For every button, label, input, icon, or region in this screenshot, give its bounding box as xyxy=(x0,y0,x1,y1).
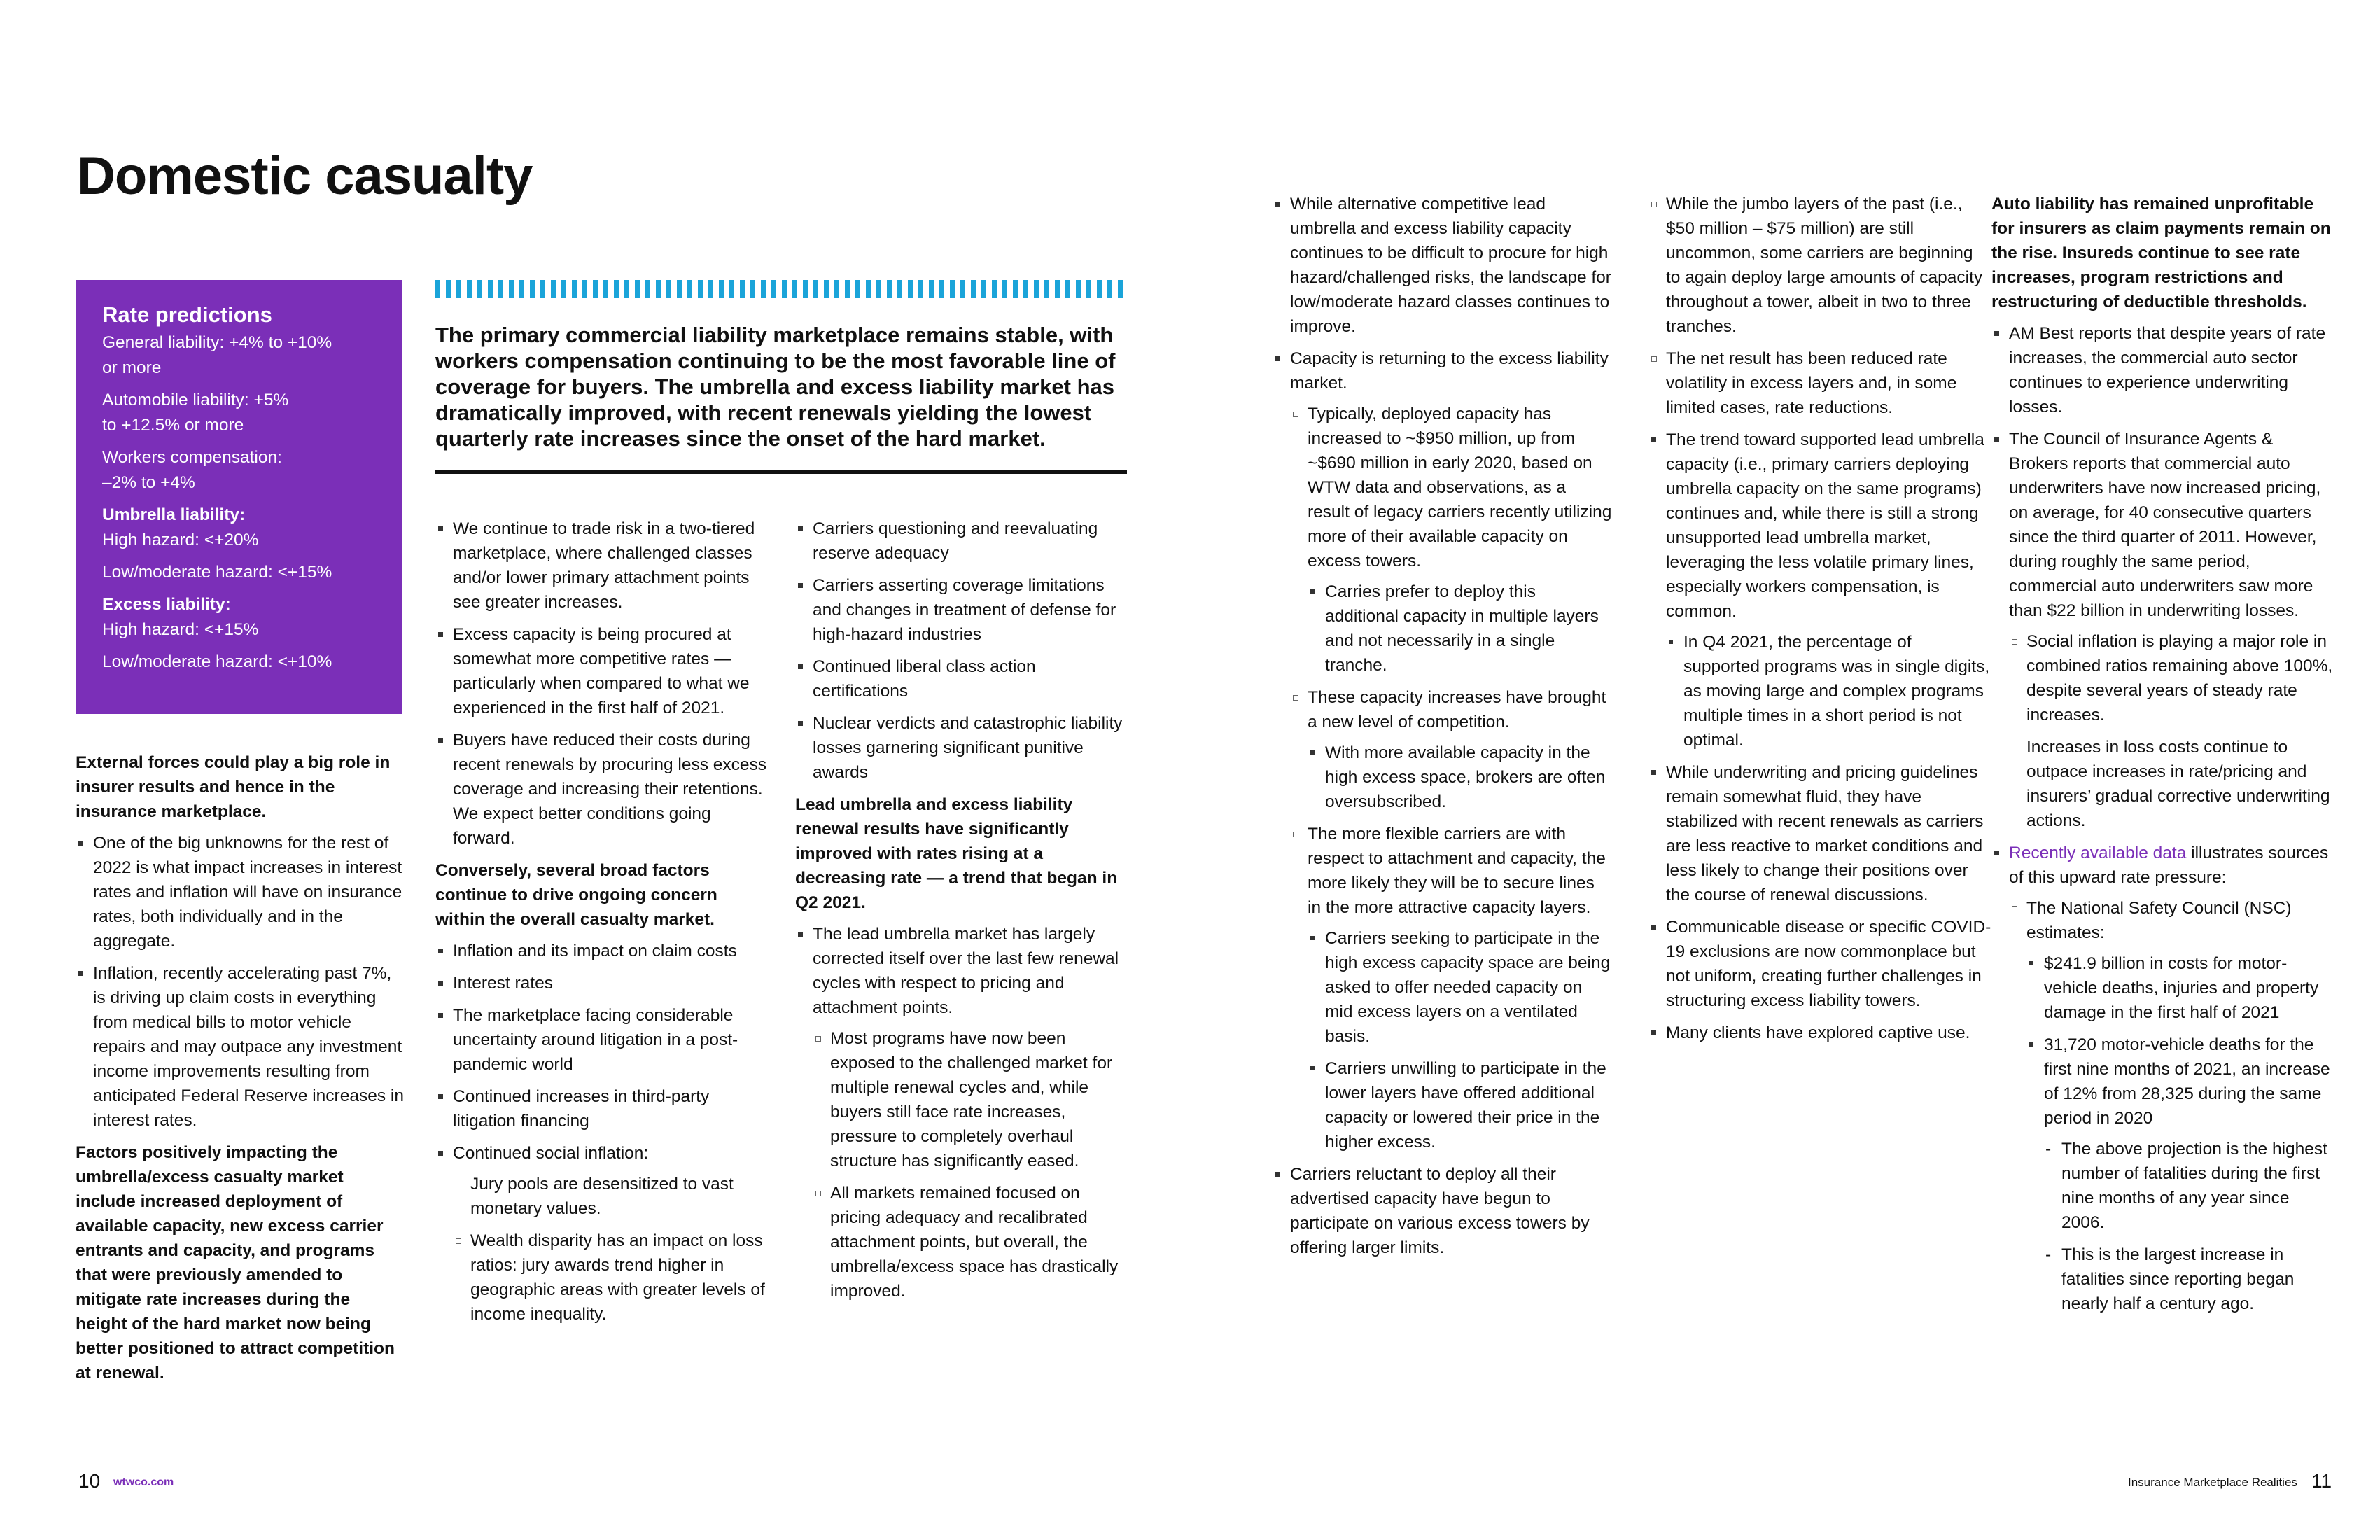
umbrella-rates xyxy=(102,503,376,553)
rate-item-value: –2% to +4% xyxy=(102,473,195,492)
site-link[interactable]: wtwco.com xyxy=(113,1476,174,1488)
sub-list xyxy=(1666,630,1991,752)
left-page-number: 10 xyxy=(78,1470,101,1492)
sub-list xyxy=(1648,192,1991,420)
umbrella-title: Umbrella liability: xyxy=(102,505,246,524)
sub-sub-item-text: 31,720 motor-vehicle deaths for the first nine months of 2021, an increase of 12% from 28,325 during the same period in 2020 xyxy=(2044,1035,2330,1128)
excess-low: Low/moderate hazard: <+10% xyxy=(102,652,332,671)
sub-item-text: The more flexible carriers are with respect to attachment and capacity, the more likely they will be to secure lines in the more attractive capacity layers. xyxy=(1308,825,1606,917)
bullet-list xyxy=(1273,192,1612,1260)
list-item: While underwriting and pricing guidelines remain somewhat fluid, they have stabilized with recent renewals as carriers are less reactive to market conditions and less likely to change their positions over the course of renewal discussions. xyxy=(1648,760,1991,907)
bullet-list xyxy=(795,517,1131,785)
list-item: Continued liberal class action certifications xyxy=(795,654,1131,704)
dash-list xyxy=(2044,1137,2334,1316)
list-item xyxy=(1991,427,2334,833)
section-heading: Auto liability has remained unprofitable for insurers as claim payments remain on the rise. Insureds continue to see rate increases, program restrictions and restructuring of deductible thresholds. xyxy=(1991,195,2331,312)
excess-title: Excess liability: xyxy=(102,595,231,614)
list-item xyxy=(1648,428,1991,752)
column-3 xyxy=(795,517,1131,1311)
sub-sub-item: $241.9 billion in costs for motor-vehicle deaths, injuries and property damage in the first half of 2021 xyxy=(2026,951,2334,1025)
sub-item: Most programs have now been exposed to the challenged market for multiple renewal cycles and, while buyers still face rate increases, pressure to completely overhaul structure has significantly eased. xyxy=(813,1026,1131,1173)
bullet-list xyxy=(1648,428,1991,1045)
intro-paragraph: The primary commercial liability marketplace remains stable, with workers compensation continuing to be the most favorable line of coverage for buyers. The umbrella and excess liability market has dramatically improved, with recent renewals yielding the lowest quarterly rate increases since the onset of the hard market. xyxy=(435,323,1116,451)
column-6 xyxy=(1991,192,2334,1324)
bullet-list xyxy=(795,922,1131,1303)
list-item: We continue to trade risk in a two-tiered marketplace, where challenged classes and/or lower primary attachment points see greater increases. xyxy=(435,517,771,615)
list-item: Interest rates xyxy=(435,971,771,995)
sub-item: All markets remained focused on pricing adequacy and recalibrated attachment points, but overall, the umbrella/excess space has drastically improved. xyxy=(813,1181,1131,1303)
list-item: While alternative competitive lead umbrella and excess liability capacity continues to be difficult to procure for high hazard/challenged risks, the landscape for low/moderate hazard classes continues to improve. xyxy=(1273,192,1612,339)
bullet-list xyxy=(1991,321,2334,1316)
rate-item xyxy=(102,388,376,438)
list-item-text: The trend toward supported lead umbrella capacity (i.e., primary carriers deploying umbrella capacity on the same programs) continues and, while there is still a strong unsupported lead umbrella market, leveraging the less volatile primary lines, especially workers compensation, is common. xyxy=(1666,430,1984,621)
list-item: Inflation, recently accelerating past 7%, is driving up claim costs in everything from medical bills to motor vehicle repairs and may outpace any investment income improvements resulting from anticipated Federal Reserve increases in interest rates. xyxy=(76,961,405,1133)
bullet-list xyxy=(435,939,771,1326)
rate-predictions-title: Rate predictions xyxy=(102,302,272,327)
list-item: Communicable disease or specific COVID-19 exclusions are now commonplace but not uniform, creating further challenges in structuring excess liability towers. xyxy=(1648,915,1991,1013)
document-title: Insurance Marketplace Realities xyxy=(2128,1476,2297,1489)
page-title: Domestic casualty xyxy=(77,146,533,206)
dash-item: - This is the largest increase in fatalities since reporting began nearly half a century ago. xyxy=(2044,1242,2334,1316)
rate-predictions-box xyxy=(76,280,402,714)
recently-available-data-link[interactable]: Recently available data xyxy=(2009,844,2187,862)
column-4 xyxy=(1273,192,1612,1268)
divider-rule xyxy=(435,470,1127,474)
list-item-text: illustrates sources of this upward rate pressure: xyxy=(2009,844,2329,887)
sub-item: The net result has been reduced rate volatility in excess layers and, in some limited cases, rate reductions. xyxy=(1648,346,1991,420)
rate-item-label: Workers compensation: xyxy=(102,448,282,467)
list-item-text: Capacity is returning to the excess liability market. xyxy=(1290,349,1609,393)
list-item-text: The Council of Insurance Agents & Brokers reports that commercial auto underwriters have now increased pricing, on average, for 40 consecutive quarters since the third quarter of 2011. However, during roughly the same period, commercial auto underwriters saw more than $22 billion in underwriting losses. xyxy=(2009,430,2321,620)
rate-item-label: Automobile liability: +5% xyxy=(102,391,289,410)
list-item: Buyers have reduced their costs during recent renewals by procuring less excess coverage and increasing their retentions. We expect better conditions going forward. xyxy=(435,728,771,850)
list-item: Carriers asserting coverage limitations and changes in treatment of defense for high-hazard industries xyxy=(795,573,1131,647)
bullet-list xyxy=(76,831,405,1133)
column-5 xyxy=(1648,192,1991,1053)
sub-item-text: These capacity increases have brought a new level of competition. xyxy=(1308,688,1606,732)
sub-sub-list xyxy=(1308,926,1612,1154)
umbrella-low: Low/moderate hazard: <+15% xyxy=(102,563,332,582)
sub-sub-list xyxy=(1308,741,1612,814)
column-1 xyxy=(76,750,405,1392)
sub-sub-item: Carriers unwilling to participate in the lower layers have offered additional capacity or lowered their price in the higher excess. xyxy=(1308,1056,1612,1154)
sub-sub-item xyxy=(2026,1032,2334,1316)
sub-sub-list xyxy=(2026,951,2334,1316)
section-heading: External forces could play a big role in insurer results and hence in the insurance marketplace. xyxy=(76,753,391,821)
sub-item: Jury pools are desensitized to vast monetary values. xyxy=(453,1172,771,1221)
sub-list xyxy=(1290,402,1612,1154)
sub-list xyxy=(813,1026,1131,1303)
sub-item: Wealth disparity has an impact on loss ratios: jury awards trend higher in geographic areas with greater levels of income inequality. xyxy=(453,1228,771,1326)
umbrella-high: High hazard: <+20% xyxy=(102,531,259,550)
section-heading: Conversely, several broad factors continue to drive ongoing concern within the overall casualty market. xyxy=(435,861,718,929)
sub-item: While the jumbo layers of the past (i.e., $50 million – $75 million) are still uncommon, some carriers are beginning to again deploy large amounts of capacity throughout a tower, albeit in two to three tranches. xyxy=(1648,192,1991,339)
sub-item xyxy=(2009,896,2334,1316)
list-item: Carriers questioning and reevaluating reserve adequacy xyxy=(795,517,1131,566)
rate-item-label: General liability: +4% to +10% xyxy=(102,333,332,352)
sub-item-text: The National Safety Council (NSC) estimates: xyxy=(2026,899,2292,942)
list-item: Continued increases in third-party litigation financing xyxy=(435,1084,771,1133)
sub-sub-item: With more available capacity in the high excess space, brokers are often oversubscribed. xyxy=(1308,741,1612,814)
sub-item xyxy=(1290,685,1612,814)
sub-list xyxy=(2009,629,2334,833)
sub-list xyxy=(2009,896,2334,1316)
list-item-text: The lead umbrella market has largely corrected itself over the last few renewal cycles with respect to pricing and attachment points. xyxy=(813,925,1119,1017)
list-item xyxy=(435,1141,771,1326)
sub-item: Increases in loss costs continue to outpace increases in rate/pricing and insurers’ gradual corrective underwriting actions. xyxy=(2009,735,2334,833)
list-item xyxy=(1991,841,2334,1316)
rate-item xyxy=(102,330,376,381)
rate-item xyxy=(102,445,376,496)
sub-item xyxy=(1290,822,1612,1154)
list-item-text: Continued social inflation: xyxy=(453,1144,649,1163)
section-heading: Factors positively impacting the umbrella/excess casualty market include increased deployment of available capacity, new excess carrier entrants and capacity, and programs that were previously amended to mitigate rate increases during the height of the hard market now being better positioned to attract competition at renewal. xyxy=(76,1143,395,1382)
list-item: Many clients have explored captive use. xyxy=(1648,1021,1991,1045)
list-item: Nuclear verdicts and catastrophic liability losses garnering significant punitive awards xyxy=(795,711,1131,785)
sub-list xyxy=(453,1172,771,1326)
sub-item-text: Typically, deployed capacity has increased to ~$950 million, up from ~$690 million in early 2020, based on WTW data and observations, as a result of legacy carriers recently utilizing more of their available capacity on excess towers. xyxy=(1308,405,1612,570)
excess-high: High hazard: <+15% xyxy=(102,620,259,639)
sub-sub-list xyxy=(1308,580,1612,678)
excess-rates xyxy=(102,592,376,643)
list-item xyxy=(1273,346,1612,1154)
list-item: Excess capacity is being procured at somewhat more competitive rates — particularly when compared to what we experienced in the first half of 2021. xyxy=(435,622,771,720)
sub-sub-item: Carries prefer to deploy this additional capacity in multiple layers and not necessarily in a single tranche. xyxy=(1308,580,1612,678)
column-2 xyxy=(435,517,771,1334)
bullet-list xyxy=(435,517,771,850)
right-page-number: 11 xyxy=(2311,1470,2332,1492)
sub-item xyxy=(1290,402,1612,678)
section-heading: Lead umbrella and excess liability renewal results have significantly improved with rates rising at a decreasing rate — a trend that began in Q2 2021. xyxy=(795,795,1118,912)
rate-item-value: or more xyxy=(102,358,162,377)
sub-item: In Q4 2021, the percentage of supported programs was in single digits, as moving large and complex programs multiple times in a short period is not optimal. xyxy=(1666,630,1991,752)
sub-sub-item: Carriers seeking to participate in the high excess capacity space are being asked to offer needed capacity on mid excess layers on a ventilated basis. xyxy=(1308,926,1612,1049)
list-item: The marketplace facing considerable uncertainty around litigation in a post-pandemic world xyxy=(435,1003,771,1077)
list-item xyxy=(795,922,1131,1303)
list-item: Inflation and its impact on claim costs xyxy=(435,939,771,963)
list-item: One of the big unknowns for the rest of 2022 is what impact increases in interest rates and inflation will have on insurance rates, both individually and in the aggregate. xyxy=(76,831,405,953)
list-item: Carriers reluctant to deploy all their advertised capacity have begun to participate on various excess towers by offering larger limits. xyxy=(1273,1162,1612,1260)
rate-item-value: to +12.5% or more xyxy=(102,416,244,435)
sub-item: Social inflation is playing a major role in combined ratios remaining above 100%, despite several years of steady rate increases. xyxy=(2009,629,2334,727)
list-item: AM Best reports that despite years of rate increases, the commercial auto sector continues to experience underwriting losses. xyxy=(1991,321,2334,419)
stripe-banner xyxy=(435,280,1126,298)
dash-item: - The above projection is the highest number of fatalities during the first nine months of any year since 2006. xyxy=(2044,1137,2334,1235)
